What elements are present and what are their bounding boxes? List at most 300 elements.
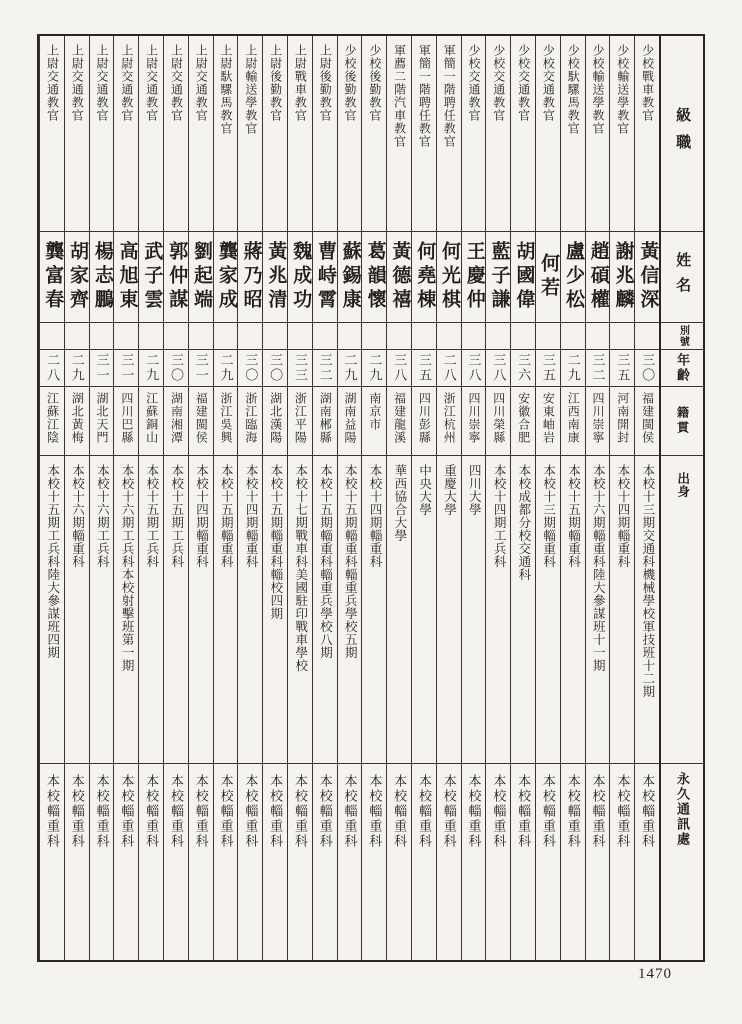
- person-name-cell: [635, 232, 659, 323]
- person-age-cell: [635, 350, 659, 387]
- person-rank-cell: [238, 36, 262, 232]
- person-alias-cell: [586, 323, 610, 350]
- person-alias-cell: [214, 323, 238, 350]
- person-name: 盧少松: [562, 241, 584, 313]
- person-column: [510, 36, 535, 960]
- person-origin-cell: [114, 456, 138, 764]
- person-origin-cell: [486, 456, 510, 764]
- person-age: 三八: [466, 353, 482, 383]
- person-age-cell: [437, 350, 461, 387]
- person-native-place-cell: [635, 387, 659, 456]
- person-native-place-cell: [561, 387, 585, 456]
- person-age: 二九: [144, 353, 160, 383]
- person-alias-cell: [561, 323, 585, 350]
- person-origin-cell: [65, 456, 89, 764]
- person-rank-cell: [313, 36, 337, 232]
- person-age-cell: [214, 350, 238, 387]
- person-column: [89, 36, 114, 960]
- person-column: [312, 36, 337, 960]
- person-alias-cell: [362, 323, 386, 350]
- person-rank: 軍薦二階汽車教官: [392, 44, 407, 148]
- person-age: 三八: [491, 353, 507, 383]
- person-column: [213, 36, 238, 960]
- person-address: 本校輜重科: [540, 774, 556, 849]
- person-native-place: 湖南湘潭: [169, 392, 184, 444]
- person-origin-cell: [40, 456, 64, 764]
- person-native-place-cell: [90, 387, 114, 456]
- person-name-cell: [263, 232, 287, 323]
- person-name: 黃信深: [637, 241, 659, 313]
- person-native-place-cell: [114, 387, 138, 456]
- person-age: 三〇: [168, 353, 184, 383]
- person-age-cell: [189, 350, 213, 387]
- person-native-place-cell: [610, 387, 634, 456]
- person-name: 黃兆清: [265, 241, 287, 313]
- person-native-place-cell: [338, 387, 362, 456]
- person-rank: 少校輸送學教官: [615, 44, 630, 135]
- person-origin-cell: [238, 456, 262, 764]
- person-address: 本校輜重科: [416, 774, 432, 849]
- header-age-label: 年齡: [675, 353, 691, 383]
- person-origin-cell: [338, 456, 362, 764]
- person-native-place-cell: [462, 387, 486, 456]
- person-native-place-cell: [40, 387, 64, 456]
- person-rank-cell: [610, 36, 634, 232]
- person-alias-cell: [536, 323, 560, 350]
- person-native-place-cell: [313, 387, 337, 456]
- person-origin: 本校十四期輜重科: [244, 464, 259, 568]
- person-rank-cell: [65, 36, 89, 232]
- person-rank: 少校輸送學教官: [590, 44, 605, 135]
- person-rank: 上尉交通教官: [169, 44, 184, 122]
- person-address: 本校輜重科: [69, 774, 85, 849]
- person-native-place: 四川崇寧: [590, 392, 605, 444]
- person-origin: 四川大學: [467, 464, 482, 516]
- person-address: 本校輜重科: [491, 774, 507, 849]
- person-name: 蘇錫康: [339, 241, 361, 313]
- person-age-cell: [238, 350, 262, 387]
- person-rank-cell: [635, 36, 659, 232]
- person-name-cell: [586, 232, 610, 323]
- person-rank-cell: [90, 36, 114, 232]
- person-address: 本校輜重科: [516, 774, 532, 849]
- person-name: 藍子謙: [488, 241, 510, 313]
- person-native-place: 湖南益陽: [343, 392, 358, 444]
- person-age: 二九: [69, 353, 85, 383]
- person-origin: 本校十四期輜重科: [616, 464, 631, 568]
- person-address-cell: [586, 764, 610, 960]
- person-rank-cell: [114, 36, 138, 232]
- person-address: 本校輜重科: [615, 774, 631, 849]
- person-age-cell: [586, 350, 610, 387]
- person-name-cell: [412, 232, 436, 323]
- person-age-cell: [139, 350, 163, 387]
- person-alias-cell: [387, 323, 411, 350]
- person-alias-cell: [114, 323, 138, 350]
- person-alias-cell: [486, 323, 510, 350]
- person-origin-cell: [536, 456, 560, 764]
- person-name-cell: [511, 232, 535, 323]
- person-rank: 少校戰車教官: [640, 44, 655, 122]
- person-origin-cell: [214, 456, 238, 764]
- person-alias-cell: [139, 323, 163, 350]
- person-age: 二九: [565, 353, 581, 383]
- person-origin-cell: [362, 456, 386, 764]
- person-alias-cell: [65, 323, 89, 350]
- person-age-cell: [462, 350, 486, 387]
- person-age: 二九: [367, 353, 383, 383]
- person-name: 何光棋: [438, 241, 460, 313]
- person-column: [609, 36, 634, 960]
- person-origin-cell: [586, 456, 610, 764]
- person-address: 本校輜重科: [144, 774, 160, 849]
- person-address-cell: [412, 764, 436, 960]
- personnel-table: [37, 34, 705, 962]
- person-name-cell: [214, 232, 238, 323]
- person-native-place: 江蘇江陰: [45, 392, 60, 444]
- person-name: 王慶仲: [463, 241, 485, 313]
- person-name-cell: [313, 232, 337, 323]
- person-address-cell: [164, 764, 188, 960]
- person-address-cell: [437, 764, 461, 960]
- person-address: 本校輜重科: [342, 774, 358, 849]
- person-age: 二九: [342, 353, 358, 383]
- person-native-place-cell: [214, 387, 238, 456]
- person-rank: 上尉馱騾馬教官: [219, 44, 234, 135]
- person-age-cell: [387, 350, 411, 387]
- person-rank-cell: [437, 36, 461, 232]
- person-name: 龔富春: [42, 241, 64, 313]
- person-address-cell: [139, 764, 163, 960]
- person-rank: 上尉交通教官: [194, 44, 209, 122]
- person-column: [237, 36, 262, 960]
- person-age-cell: [536, 350, 560, 387]
- table-header-column: [659, 36, 703, 960]
- person-address: 本校輜重科: [218, 774, 234, 849]
- person-native-place: 江蘇銅山: [144, 392, 159, 444]
- person-rank-cell: [511, 36, 535, 232]
- person-origin: 本校十六期輜重科: [70, 464, 85, 568]
- person-age: 三六: [516, 353, 532, 383]
- person-origin: 本校十五期工兵科: [144, 464, 159, 568]
- person-name-cell: [90, 232, 114, 323]
- person-rank: 上尉交通教官: [45, 44, 60, 122]
- person-origin: 本校十四期輜重科: [368, 464, 383, 568]
- person-address-cell: [610, 764, 634, 960]
- person-native-place: 福建龍溪: [392, 392, 407, 444]
- person-address-cell: [561, 764, 585, 960]
- person-origin-cell: [164, 456, 188, 764]
- person-rank-cell: [412, 36, 436, 232]
- person-address-cell: [511, 764, 535, 960]
- person-age-cell: [263, 350, 287, 387]
- person-native-place-cell: [139, 387, 163, 456]
- person-native-place: 浙江吳興: [219, 392, 234, 444]
- person-native-place-cell: [412, 387, 436, 456]
- person-age: 三〇: [640, 353, 656, 383]
- person-name-cell: [288, 232, 312, 323]
- person-rank: 上尉交通教官: [119, 44, 134, 122]
- person-age: 三二: [317, 353, 333, 383]
- person-name: 楊志鵬: [91, 241, 113, 313]
- person-native-place-cell: [288, 387, 312, 456]
- person-origin: 中央大學: [417, 464, 432, 516]
- person-native-place-cell: [437, 387, 461, 456]
- person-address: 本校輜重科: [466, 774, 482, 849]
- person-column: [485, 36, 510, 960]
- person-alias-cell: [511, 323, 535, 350]
- person-native-place: 四川榮縣: [491, 392, 506, 444]
- person-name-cell: [139, 232, 163, 323]
- person-column: [64, 36, 89, 960]
- person-name: 蔣乃昭: [240, 241, 262, 313]
- person-column: [39, 36, 64, 960]
- header-address-label: 永久通訊處: [675, 772, 691, 847]
- person-rank-cell: [536, 36, 560, 232]
- person-rank: 上尉輸送學教官: [243, 44, 258, 135]
- person-origin: 本校十六期輜重科陸大參謀班十一期: [591, 464, 606, 672]
- person-address-cell: [65, 764, 89, 960]
- header-cell-age: [661, 350, 703, 387]
- person-column: [535, 36, 560, 960]
- person-origin: 本校十三期輜重科: [541, 464, 556, 568]
- person-address-cell: [362, 764, 386, 960]
- person-name-cell: [238, 232, 262, 323]
- person-origin: 本校十六期工兵科本校射擊班第一期: [120, 464, 135, 672]
- person-alias-cell: [313, 323, 337, 350]
- person-column: [163, 36, 188, 960]
- person-column: [411, 36, 436, 960]
- person-address: 本校輜重科: [565, 774, 581, 849]
- person-rank: 軍簡一階聘任教官: [442, 44, 457, 148]
- person-native-place: 河南開封: [615, 392, 630, 444]
- person-origin-cell: [90, 456, 114, 764]
- person-rank: 上尉交通教官: [95, 44, 110, 122]
- header-alias-label: 別號: [677, 325, 689, 347]
- person-name: 黃德禧: [389, 241, 411, 313]
- person-address: 本校輜重科: [268, 774, 284, 849]
- person-name-cell: [387, 232, 411, 323]
- person-name-cell: [65, 232, 89, 323]
- person-address: 本校輜重科: [367, 774, 383, 849]
- person-address-cell: [338, 764, 362, 960]
- person-address-cell: [114, 764, 138, 960]
- person-origin: 本校十四期輜重科: [194, 464, 209, 568]
- person-native-place: 浙江臨海: [243, 392, 258, 444]
- person-native-place-cell: [238, 387, 262, 456]
- person-rank-cell: [263, 36, 287, 232]
- person-origin-cell: [561, 456, 585, 764]
- person-address-cell: [238, 764, 262, 960]
- person-age: 二九: [218, 353, 234, 383]
- person-name: 曹峙霄: [315, 241, 336, 313]
- person-rank-cell: [288, 36, 312, 232]
- person-alias-cell: [338, 323, 362, 350]
- person-column: [287, 36, 312, 960]
- person-rank: 少校後勤教官: [343, 44, 358, 122]
- header-name-label: 姓名: [674, 252, 691, 302]
- person-address-cell: [536, 764, 560, 960]
- person-rank: 上尉後勤教官: [318, 44, 333, 122]
- person-rank: 上尉交通教官: [144, 44, 159, 122]
- person-address-cell: [263, 764, 287, 960]
- person-origin: 本校十五期工兵科陸大參謀班四期: [45, 464, 60, 659]
- person-rank: 少校交通教官: [467, 44, 481, 122]
- person-name-cell: [462, 232, 486, 323]
- person-age-cell: [610, 350, 634, 387]
- person-name-cell: [437, 232, 461, 323]
- person-native-place-cell: [387, 387, 411, 456]
- person-age-cell: [362, 350, 386, 387]
- person-native-place: 湖北黃梅: [70, 392, 85, 444]
- person-origin: 本校十六期工兵科: [95, 464, 110, 568]
- person-rank: 少校交通教官: [516, 44, 531, 122]
- person-column: [461, 36, 486, 960]
- person-address: 本校輜重科: [94, 774, 110, 849]
- person-name: 魏成功: [290, 241, 312, 313]
- person-alias-cell: [437, 323, 461, 350]
- person-alias-cell: [635, 323, 659, 350]
- person-column: [560, 36, 585, 960]
- person-origin: 本校十五期輜重科: [566, 464, 581, 568]
- person-name-cell: [164, 232, 188, 323]
- person-alias-cell: [164, 323, 188, 350]
- person-age: 三五: [615, 353, 631, 383]
- person-alias-cell: [238, 323, 262, 350]
- page-number: 1470: [638, 966, 672, 982]
- person-name: 葛韻懷: [364, 241, 386, 313]
- person-origin: 本校十五期輜重科輜重兵學校八期: [318, 464, 333, 659]
- person-address: 本校輜重科: [292, 774, 308, 849]
- person-name-cell: [338, 232, 362, 323]
- person-alias-cell: [90, 323, 114, 350]
- header-origin-label: 出身: [675, 472, 690, 498]
- person-age: 三一: [193, 353, 209, 383]
- person-address: 本校輜重科: [44, 774, 60, 849]
- person-alias-cell: [610, 323, 634, 350]
- person-native-place-cell: [511, 387, 535, 456]
- person-native-place: 四川彭縣: [417, 392, 432, 444]
- person-address-cell: [214, 764, 238, 960]
- person-age: 三一: [119, 353, 135, 383]
- person-native-place: 湖北天門: [95, 392, 110, 444]
- person-column: [262, 36, 287, 960]
- person-origin: 本校十四期工兵科: [492, 464, 507, 568]
- person-alias-cell: [40, 323, 64, 350]
- person-origin-cell: [610, 456, 634, 764]
- person-native-place: 浙江杭州: [442, 392, 457, 444]
- person-rank-cell: [462, 36, 486, 232]
- person-rank: 上尉交通教官: [70, 44, 85, 122]
- person-address-cell: [635, 764, 659, 960]
- person-origin-cell: [511, 456, 535, 764]
- person-native-place-cell: [164, 387, 188, 456]
- person-column: [585, 36, 610, 960]
- person-origin-cell: [288, 456, 312, 764]
- person-origin-cell: [387, 456, 411, 764]
- person-address-cell: [313, 764, 337, 960]
- person-origin-cell: [437, 456, 461, 764]
- person-origin-cell: [635, 456, 659, 764]
- header-cell-alias: [661, 323, 703, 350]
- person-age-cell: [90, 350, 114, 387]
- person-name-cell: [40, 232, 64, 323]
- person-origin: 本校十五期輜重科輜重兵學校五期: [343, 464, 358, 659]
- person-rank: 少校交通教官: [491, 44, 506, 122]
- person-name: 武子雲: [141, 241, 163, 313]
- person-native-place: 安徽合肥: [516, 392, 531, 444]
- header-cell-origin: [661, 456, 703, 764]
- person-age-cell: [412, 350, 436, 387]
- person-rank-cell: [387, 36, 411, 232]
- person-rank: 上尉後勤教官: [268, 44, 283, 122]
- person-name-cell: [362, 232, 386, 323]
- person-age: 三八: [392, 353, 408, 383]
- header-cell-name: [661, 232, 703, 323]
- person-name-cell: [561, 232, 585, 323]
- person-age-cell: [40, 350, 64, 387]
- person-rank: 軍簡一階聘任教官: [417, 44, 432, 148]
- person-address: 本校輜重科: [168, 774, 184, 849]
- person-name: 龔家成: [215, 241, 237, 313]
- person-rank: 上尉戰車教官: [293, 44, 308, 122]
- person-name: 趙碩權: [587, 241, 609, 313]
- person-address-cell: [486, 764, 510, 960]
- person-native-place-cell: [65, 387, 89, 456]
- person-native-place: 四川巴縣: [119, 392, 134, 444]
- person-native-place: 湖南郴縣: [318, 392, 333, 444]
- person-alias-cell: [462, 323, 486, 350]
- person-rank-cell: [164, 36, 188, 232]
- person-age: 三一: [94, 353, 110, 383]
- person-native-place-cell: [189, 387, 213, 456]
- person-age-cell: [338, 350, 362, 387]
- person-origin-cell: [412, 456, 436, 764]
- person-age-cell: [511, 350, 535, 387]
- person-age: 三二: [590, 353, 606, 383]
- person-native-place-cell: [263, 387, 287, 456]
- person-name-cell: [114, 232, 138, 323]
- person-age-cell: [313, 350, 337, 387]
- person-rank-cell: [561, 36, 585, 232]
- person-address-cell: [387, 764, 411, 960]
- person-rank-cell: [214, 36, 238, 232]
- person-native-place: 南京市: [367, 392, 382, 431]
- person-native-place: 四川崇寧: [467, 392, 481, 444]
- person-native-place: 江西南康: [566, 392, 581, 444]
- person-age-cell: [114, 350, 138, 387]
- person-rank-cell: [586, 36, 610, 232]
- person-origin: 本校成都分校交通科: [516, 464, 531, 581]
- person-alias-cell: [189, 323, 213, 350]
- person-origin-cell: [462, 456, 486, 764]
- header-cell-address: [661, 764, 703, 960]
- person-origin: 本校十三期交通科機械學校軍技班十二期: [640, 464, 655, 698]
- person-rank-cell: [139, 36, 163, 232]
- person-address: 本校輜重科: [243, 774, 259, 849]
- person-address: 本校輜重科: [193, 774, 209, 849]
- person-origin: 本校十五期工兵科: [169, 464, 184, 568]
- person-name: 謝兆麟: [612, 241, 634, 313]
- person-origin-cell: [313, 456, 337, 764]
- person-age: 三五: [540, 353, 556, 383]
- person-column: [436, 36, 461, 960]
- person-native-place-cell: [486, 387, 510, 456]
- person-column: [138, 36, 163, 960]
- person-age-cell: [486, 350, 510, 387]
- person-alias-cell: [263, 323, 287, 350]
- person-age: 三三: [292, 353, 308, 383]
